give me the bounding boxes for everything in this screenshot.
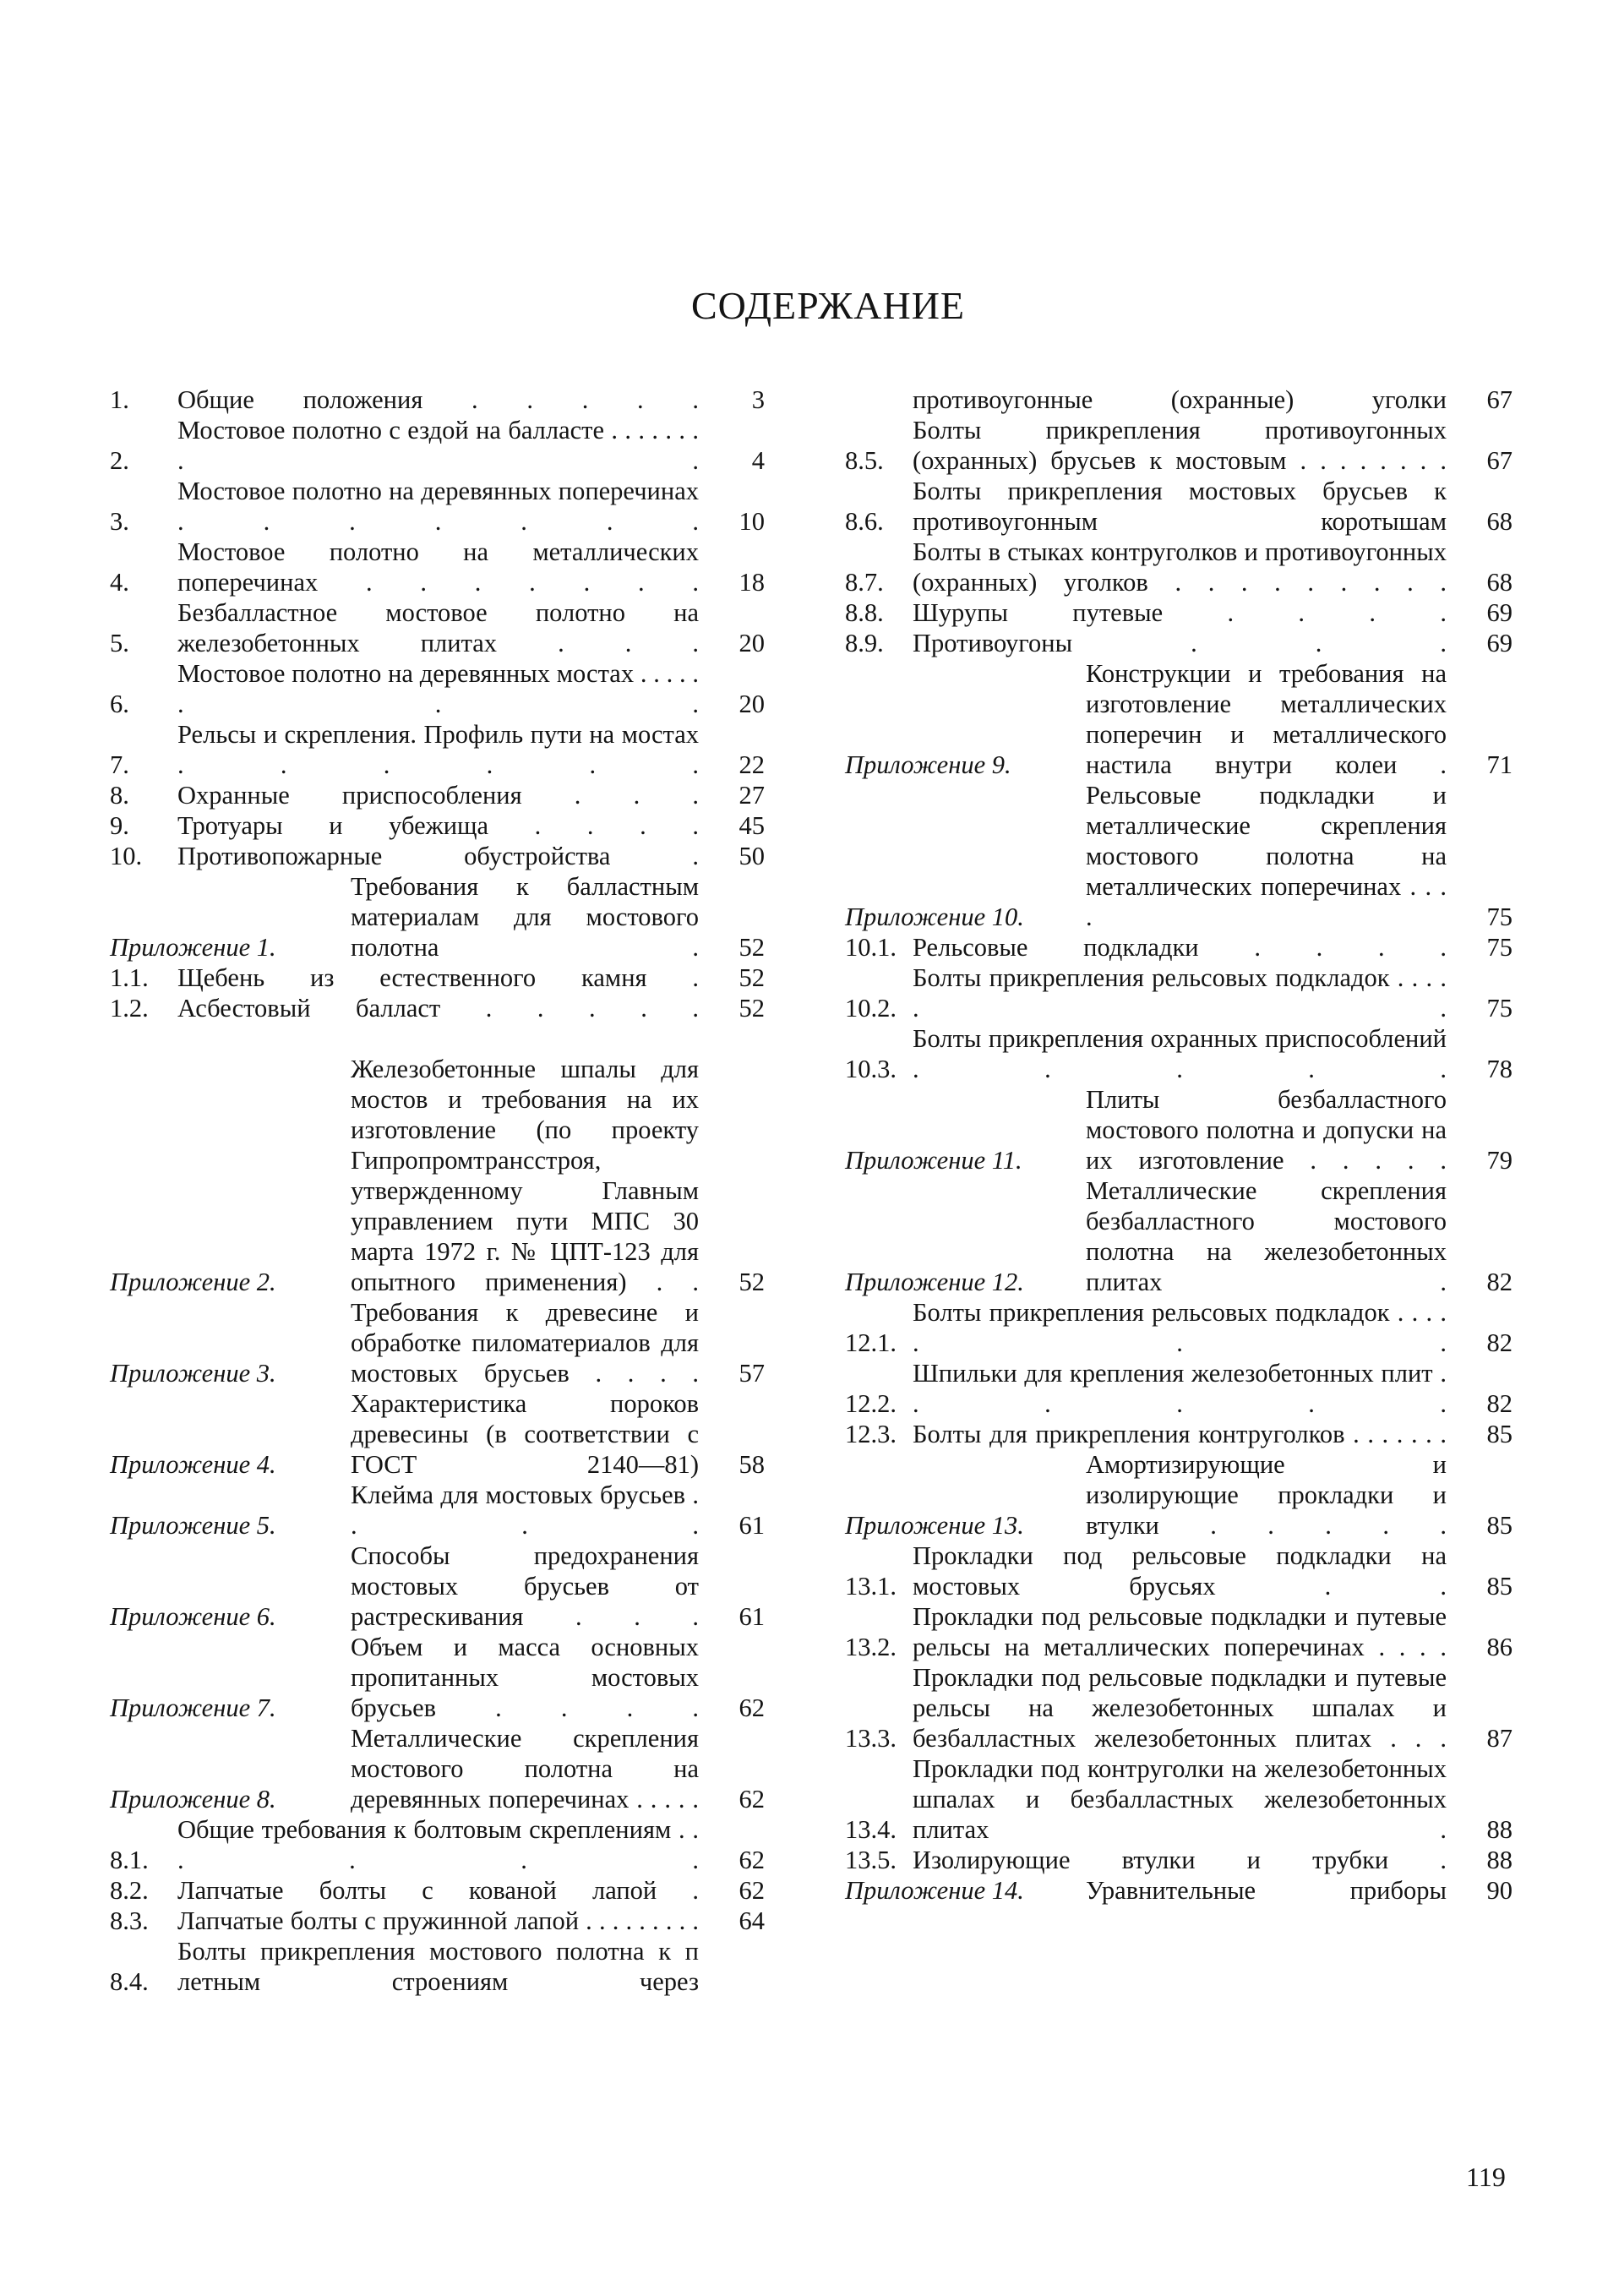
toc-entry [110,384,765,415]
page-ref: 78 [1486,1055,1513,1083]
section-number: 1.1. [110,963,149,992]
section-number: 8. [110,781,129,810]
page-ref: 82 [1486,1328,1513,1357]
page-ref: 62 [739,1693,765,1722]
toc-entry [110,1906,765,1936]
toc-entry [845,1084,1513,1175]
entry-title: Металлические скрепления безбалластного мостового полотна на железобетонных плитах . [1086,1176,1447,1296]
toc-entry [110,993,765,1023]
section-number: 1.2. [110,994,149,1023]
section-number: 7. [110,750,129,779]
entry-title: Тротуары и убежища . . . . [177,811,699,840]
entry-title: Мостовое полотно на металлических поперечинах . . . . . . . [177,537,699,597]
appendix-label: Приложение 11. [845,1146,1022,1175]
page-ref: 20 [739,629,765,657]
entry-title: Общие требования к болтовым скреплениям . . . . . . [177,1815,699,1874]
appendix-label: Приложение 3. [110,1359,276,1388]
section-number: 13.5. [845,1846,897,1874]
page-ref: 27 [739,781,765,810]
toc-entry [845,628,1513,658]
entry-title: Лапчатые болты с пружинной лапой . . . . . . . . . [177,1906,699,1935]
section-number: 3. [110,507,129,536]
appendix-label: Приложение 1. [110,933,276,962]
entry-title: Асбестовый балласт . . . . . [177,994,699,1023]
toc-entry [110,810,765,841]
toc-entry [110,1875,765,1906]
entry-title: Общие положения . . . . . [177,385,699,414]
toc-entry [845,415,1513,476]
toc-entry [845,476,1513,537]
section-number: 13.1. [845,1572,897,1601]
entry-title: Железобетонные шпалы для мостов и требования на их изготовление (по проекту Гипропромтрансстроя, утвержденному Главным управлением пути МПС 30 марта 1972 г. № ЦПТ-123 для опытного применения) . . [351,1055,699,1296]
section-number: 13.2. [845,1633,897,1661]
entry-title: Мостовое полотно на деревянных мостах . . . . . . . . [177,659,699,718]
entry-title: Требования к древесине и обработке пиломатериалов для мостовых брусьев . . . . [351,1298,699,1388]
page-ref: 52 [739,933,765,962]
section-number: 8.6. [845,507,884,536]
entry-title: Плиты безбалластного мостового полотна и допуски на их изготовление . . . . . [1086,1085,1447,1175]
toc-entry [110,1480,765,1541]
page-ref: 82 [1486,1268,1513,1296]
page-ref: 88 [1486,1846,1513,1874]
entry-title: Болты прикрепления мостовых брусьев к противоугонным коротышам [913,477,1447,536]
toc-entry [110,780,765,810]
entry-title: Требования к балластным материалам для мостового полотна . [351,872,699,962]
entry-title: Прокладки под рельсовые подкладки и путевые рельсы на железобетонных шпалах и безбалластных железобетонных плитах . . . [913,1663,1447,1753]
spacer [110,1023,765,1054]
toc-entry [845,963,1513,1023]
toc-left-column [110,384,765,1997]
page-ref: 85 [1486,1572,1513,1601]
page-ref: 85 [1486,1511,1513,1540]
toc-entry [845,1297,1513,1358]
entry-title: Шурупы путевые . . . . [913,598,1447,627]
toc-entry [110,1723,765,1814]
page-ref: 90 [1486,1876,1513,1905]
section-number: 10.1. [845,933,897,962]
page-ref: 20 [739,690,765,718]
entry-title: Прокладки под контруголки на железобетонных шпалах и безбалластных железобетонных плитах . [913,1754,1447,1844]
entry-title: Объем и масса основных пропитанных мостовых брусьев . . . . [351,1633,699,1722]
page-ref: 67 [1486,446,1513,475]
page-ref: 3 [751,385,765,414]
toc-entry [110,1297,765,1388]
toc-entry [845,1023,1513,1084]
appendix-label: Приложение 10. [845,903,1024,931]
page-ref: 22 [739,750,765,779]
section-number: 12.2. [845,1389,897,1418]
toc-entry [110,1632,765,1723]
section-number: 5. [110,629,129,657]
toc-entry [110,1054,765,1297]
appendix-label: Приложение 12. [845,1268,1024,1296]
appendix-label: Приложение 13. [845,1511,1024,1540]
section-number: 13.3. [845,1724,897,1753]
page-ref: 69 [1486,598,1513,627]
page-ref: 52 [739,1268,765,1296]
appendix-label: Приложение 5. [110,1511,276,1540]
page-ref: 57 [739,1359,765,1388]
appendix-label: Приложение 9. [845,750,1011,779]
section-number: 12.1. [845,1328,897,1357]
page-ref: 61 [739,1511,765,1540]
toc-entry [845,932,1513,963]
toc-entry [845,384,1513,415]
entry-title: Прокладки под рельсовые подкладки на мостовых брусьях . . [913,1541,1447,1601]
toc-entry [110,658,765,719]
page-ref: 58 [739,1450,765,1479]
toc-right-column [845,384,1513,1906]
toc-entry [845,658,1513,780]
toc-entry [110,415,765,476]
page-ref: 62 [739,1846,765,1874]
toc-entry [110,1936,765,1997]
toc-entry [110,719,765,780]
section-number: 10.2. [845,994,897,1023]
entry-title: Болты прикрепления рельсовых подкладок . . . . . . [913,963,1447,1023]
appendix-label: Приложение 14. [845,1876,1024,1905]
entry-title: Уравнительные приборы [1086,1876,1447,1905]
section-number: 8.7. [845,568,884,597]
toc-entry [110,537,765,597]
entry-title: Рельсы и скрепления. Профиль пути на мостах . . . . . . [177,720,699,779]
toc-entry [110,1388,765,1480]
page-ref: 69 [1486,629,1513,657]
toc-entry [845,597,1513,628]
entry-title: Болты прикрепления противоугонных (охранных) брусьев к мостовым . . . . . . . . [913,416,1447,475]
toc-entry [110,597,765,658]
page-number: 119 [1466,2162,1506,2192]
section-number: 8.5. [845,446,884,475]
toc-entry [845,1419,1513,1449]
entry-title: Противоугоны . . . [913,629,1447,657]
toc-entry [110,1814,765,1875]
entry-title: Болты прикрепления мостового полотна к п летным строениям через [177,1937,699,1996]
section-number: 8.2. [110,1876,149,1905]
section-number: 10. [110,842,143,870]
toc-entry [110,1541,765,1632]
section-number: 1. [110,385,129,414]
toc-entry [845,1175,1513,1297]
page-ref: 45 [739,811,765,840]
page-ref: 71 [1486,750,1513,779]
toc-entry [845,537,1513,597]
entry-title: Болты в стыках контруголков и противоугонных (охранных) уголков . . . . . . . . . [913,537,1447,597]
entry-title: Амортизирующие и изолирующие прокладки и втулки . . . . . [1086,1450,1447,1540]
appendix-label: Приложение 7. [110,1693,276,1722]
page-ref: 52 [739,963,765,992]
section-number: 8.8. [845,598,884,627]
page-ref: 62 [739,1876,765,1905]
section-number: 4. [110,568,129,597]
page-ref: 88 [1486,1815,1513,1844]
entry-title: Шпильки для крепления железобетонных плит . . . . . . [913,1359,1447,1418]
entry-title: противоугонные (охранные) уголки [913,385,1447,414]
section-number: 9. [110,811,129,840]
page-ref: 79 [1486,1146,1513,1175]
section-number: 6. [110,690,129,718]
toc-entry [845,1845,1513,1875]
entry-title: Мостовое полотно с ездой на балласте . . . . . . . . . [177,416,699,475]
page-title: СОДЕРЖАНИЕ [690,284,966,327]
page-ref: 52 [739,994,765,1023]
toc-entry [110,871,765,963]
page-ref: 18 [739,568,765,597]
toc-entry [845,1601,1513,1662]
entry-title: Изолирующие втулки и трубки . [913,1846,1447,1874]
page-ref: 62 [739,1785,765,1813]
entry-title: Охранные приспособления . . . [177,781,699,810]
entry-title: Мостовое полотно на деревянных поперечинах . . . . . . . [177,477,699,536]
toc-entry [110,476,765,537]
section-number: 8.3. [110,1906,149,1935]
section-number: 13.4. [845,1815,897,1844]
section-number: 8.4. [110,1967,149,1996]
entry-title: Противопожарные обустройства . [177,842,699,870]
page-ref: 68 [1486,507,1513,536]
toc-entry [845,1753,1513,1845]
page-ref: 85 [1486,1420,1513,1448]
page-ref: 87 [1486,1724,1513,1753]
page-ref: 4 [751,446,765,475]
page-ref: 68 [1486,568,1513,597]
section-number: 12.3. [845,1420,897,1448]
appendix-label: Приложение 4. [110,1450,276,1479]
appendix-label: Приложение 2. [110,1268,276,1296]
page-ref: 10 [739,507,765,536]
page-ref: 50 [739,842,765,870]
section-number: 8.9. [845,629,884,657]
entry-title: Характеристика пороков древесины (в соответствии с ГОСТ 2140—81) [351,1389,699,1479]
section-number: 2. [110,446,129,475]
entry-title: Лапчатые болты с кованой лапой . [177,1876,699,1905]
entry-title: Болты прикрепления рельсовых подкладок . . . . . . . [913,1298,1447,1357]
entry-title: Безбалластное мостовое полотно на железобетонных плитах . . . [177,598,699,657]
entry-title: Способы предохранения мостовых брусьев от растрескивания . . . [351,1541,699,1631]
entry-title: Болты прикрепления охранных приспособлений . . . . . [913,1024,1447,1083]
toc-entry [845,1875,1513,1906]
page-ref: 75 [1486,903,1513,931]
toc-entry [845,1449,1513,1541]
entry-title: Болты для прикрепления контруголков . . . . . . . [913,1420,1447,1448]
entry-title: Рельсовые подкладки и металлические скрепления мостового полотна на металлических поперечинах . . . . [1086,781,1447,931]
toc-entry [110,963,765,993]
page-ref: 61 [739,1602,765,1631]
page-ref: 82 [1486,1389,1513,1418]
entry-title: Щебень из естественного камня . [177,963,699,992]
toc-entry [845,1358,1513,1419]
appendix-label: Приложение 6. [110,1602,276,1631]
entry-title: Прокладки под рельсовые подкладки и путевые рельсы на металлических поперечинах . . . . [913,1602,1447,1661]
page-ref: 86 [1486,1633,1513,1661]
entry-title: Металлические скрепления мостового полотна на деревянных поперечинах . . . . . [351,1724,699,1813]
toc-entry [110,841,765,871]
toc-entry [845,1541,1513,1601]
toc-entry [845,1662,1513,1753]
page-ref: 67 [1486,385,1513,414]
page-ref: 75 [1486,933,1513,962]
page-ref: 75 [1486,994,1513,1023]
section-number: 10.3. [845,1055,897,1083]
entry-title: Клейма для мостовых брусьев . . . . [351,1481,699,1540]
page-ref: 64 [739,1906,765,1935]
entry-title: Конструкции и требования на изготовление металлических поперечин и металлического настила внутри колеи . [1086,659,1447,779]
toc-entry [845,780,1513,932]
entry-title: Рельсовые подкладки . . . . [913,933,1447,962]
section-number: 8.1. [110,1846,149,1874]
appendix-label: Приложение 8. [110,1785,276,1813]
